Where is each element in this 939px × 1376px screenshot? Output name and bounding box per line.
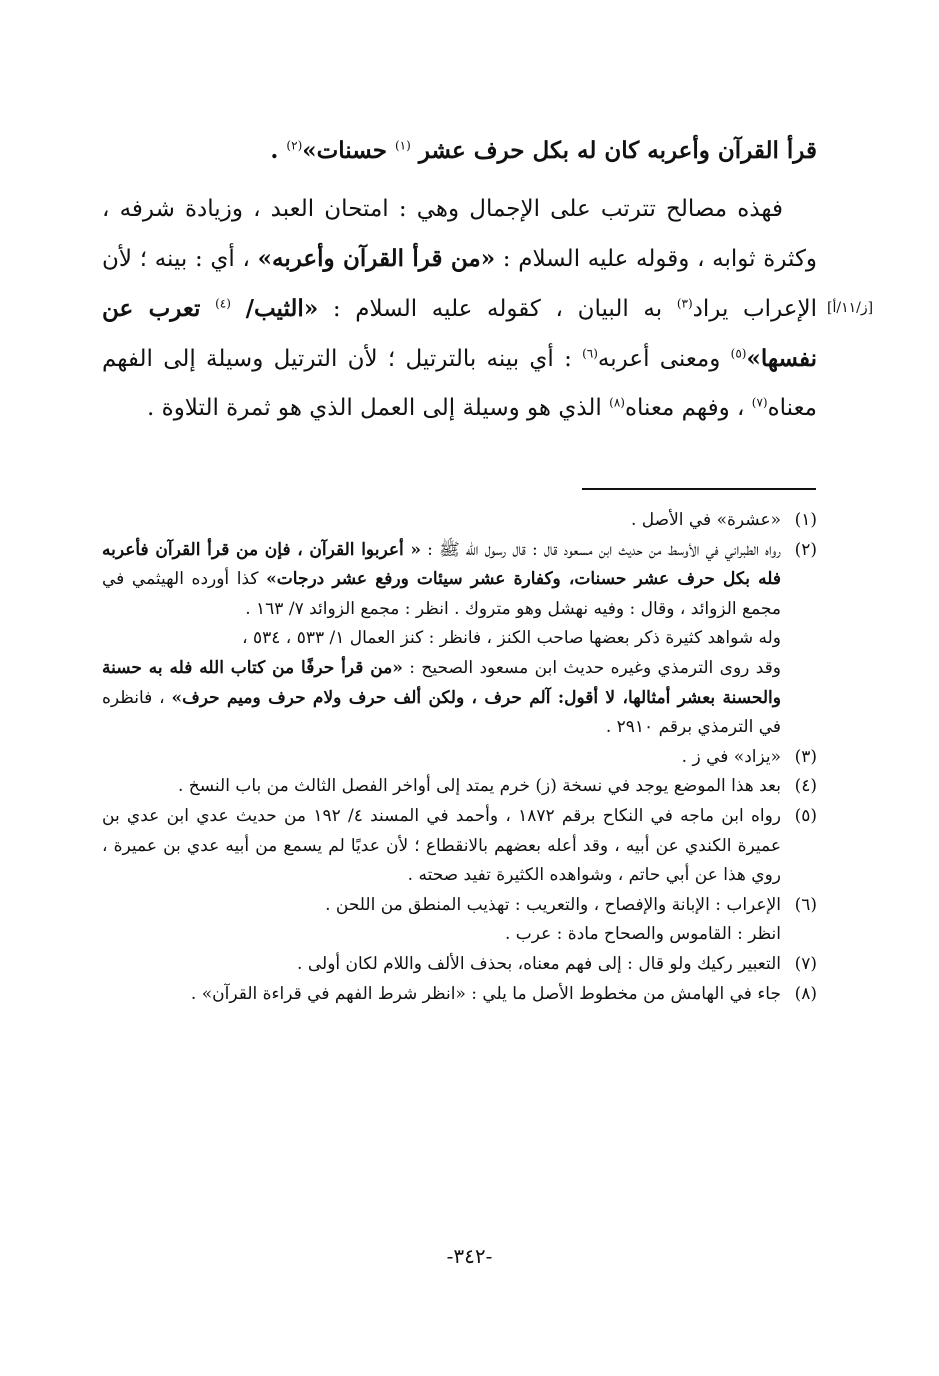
footnote-hadith-text: «من قرأ حرفًا من كتاب الله فله به حسنة والحسنة بعشر أمثالها، لا أقول: آلم حرف ، ولكن ألف حرف ولام حرف وميم حرف» bbox=[102, 657, 781, 708]
footnote-ref-7[interactable]: (٧) bbox=[751, 395, 768, 410]
footnote-text-source: ، فانظره في الترمذي برقم ٢٩١٠ . bbox=[102, 687, 781, 738]
page-number: -٣٤٢- bbox=[446, 1244, 493, 1268]
footnotes-section bbox=[102, 506, 817, 1009]
hadith-quote-2a: «الثيب/ bbox=[245, 295, 319, 322]
footnote-6 bbox=[102, 891, 817, 921]
para-text-3: به البيان ، كقوله عليه السلام : bbox=[332, 296, 663, 322]
footnote-ref-6[interactable]: (٦) bbox=[582, 346, 598, 361]
footnote-text: رواه الطبراني في الأوسط من حديث ابن مسعود قال : قال رسول الله ﷺ : bbox=[427, 539, 781, 560]
footnote-number: (٨) bbox=[794, 983, 817, 1004]
footnote-2 bbox=[102, 536, 817, 625]
footnote-text: رواه ابن ماجه في النكاح برقم ١٨٧٢ ، وأحمد في المسند ٤/ ١٩٢ من حديث عدي ابن عدي بن عميرة الكندي عن أبيه ، وقد أعله بعضهم بالانقطاع ؛ لأن عديًا لم يسمع من أبيه عدي بن عميرة ، روي هذا عن أبي حاتم ، وشواهده الكثيرة تفيد صحته . bbox=[102, 805, 781, 886]
opening-text-2: حسنات» bbox=[302, 137, 387, 164]
footnote-text: وله شواهد كثيرة ذكر بعضها صاحب الكنز ، فانظر : كنز العمال ١/ ٥٣٣ ، ٥٣٤ ، bbox=[242, 628, 781, 649]
para-text-5: : أي بينه بالترتيل ؛ لأن الترتيل وسيلة إلى الفهم معناه bbox=[102, 346, 817, 421]
opening-text: قرأ القرآن وأعربه كان له بكل حرف عشر bbox=[418, 137, 817, 164]
footnote-text: بعد هذا الموضع يوجد في نسخة (ز) خرم يمتد إلى أواخر الفصل الثالث من باب النسخ . bbox=[177, 776, 781, 797]
footnote-text: الإعراب : الإبانة والإفصاح ، والتعريب : تهذيب المنطق من اللحن . bbox=[325, 894, 781, 915]
footnote-ref-2[interactable]: (٢) bbox=[286, 138, 303, 153]
footnote-7 bbox=[102, 950, 817, 980]
main-paragraph bbox=[102, 185, 817, 433]
footnote-text: وقد روى الترمذي وغيره حديث ابن مسعود الصحيح : bbox=[409, 657, 781, 678]
manuscript-margin-note: [ز/١١/أ] bbox=[827, 300, 874, 316]
footnote-text: «يزاد» في ز . bbox=[681, 746, 781, 767]
footnote-ref-8[interactable]: (٨) bbox=[609, 395, 625, 410]
footnote-number: (٥) bbox=[794, 805, 817, 826]
footnote-2-continuation-2 bbox=[102, 654, 817, 743]
footnote-8 bbox=[102, 980, 817, 1010]
opening-line bbox=[102, 126, 817, 175]
footnote-6-continuation bbox=[102, 920, 817, 950]
para-text-7: الذي هو وسيلة إلى العمل الذي هو ثمرة التلاوة . bbox=[147, 395, 602, 421]
para-text-2: ، أي : بينه ؛ لأن الإعراب يراد bbox=[102, 246, 817, 322]
footnote-text: التعبير ركيك ولو قال : إلى فهم معناه، بحذف الألف واللام لكان أولى . bbox=[297, 953, 781, 974]
footnote-text: جاء في الهامش من مخطوط الأصل ما يلي : «انظر شرط الفهم في قراءة القرآن» . bbox=[190, 983, 781, 1004]
footnote-5 bbox=[102, 802, 817, 891]
footnote-number: (٦) bbox=[794, 894, 817, 915]
footnote-text-source: كذا أورده الهيثمي في مجمع الزوائد ، وقال : وفيه نهشل وهو متروك . انظر : مجمع الزوائد ٧/ ١٦٣ . bbox=[102, 569, 781, 619]
footnote-ref-1[interactable]: (١) bbox=[394, 138, 411, 153]
footnote-ref-4[interactable]: (٤) bbox=[215, 296, 231, 311]
footnote-text: «عشرة» في الأصل . bbox=[630, 510, 781, 530]
footnote-number: (٤) bbox=[794, 776, 817, 797]
footnote-2-continuation-1 bbox=[102, 624, 817, 654]
hadith-quote-2b: تعرب عن نفسها» bbox=[102, 295, 817, 372]
footnote-1 bbox=[102, 506, 817, 536]
opening-end: . bbox=[270, 137, 287, 164]
footnote-ref-3[interactable]: (٣) bbox=[676, 296, 693, 311]
footnote-4 bbox=[102, 772, 817, 802]
footnote-number: (١) bbox=[794, 510, 817, 530]
main-text bbox=[102, 126, 817, 433]
hadith-quote-1: «من قرأ القرآن وأعربه» bbox=[257, 245, 496, 272]
para-text-6: ، وفهم معناه bbox=[624, 395, 745, 421]
footnote-divider bbox=[582, 488, 816, 490]
para-text-4: ومعنى أعربه bbox=[597, 346, 721, 372]
footnote-text: انظر : القاموس والصحاح مادة : عرب . bbox=[504, 924, 781, 945]
footnote-number: (٧) bbox=[794, 953, 817, 974]
footnote-3 bbox=[102, 743, 817, 773]
footnote-number: (٣) bbox=[794, 746, 817, 767]
para-text-1: فهذه مصالح تترتب على الإجمال وهي : امتحان العبد ، وزيادة شرفه ، وكثرة ثوابه ، وقوله عليه السلام : bbox=[102, 196, 818, 272]
footnote-hadith-text: « أعربوا القرآن ، فإن من قرأ القرآن فأعربه فله بكل حرف عشر حسنات، وكفارة عشر سيئات ورفع عشر درجات» bbox=[102, 539, 781, 590]
footnote-ref-5[interactable]: (٥) bbox=[730, 346, 747, 361]
footnote-number: (٢) bbox=[794, 539, 817, 560]
